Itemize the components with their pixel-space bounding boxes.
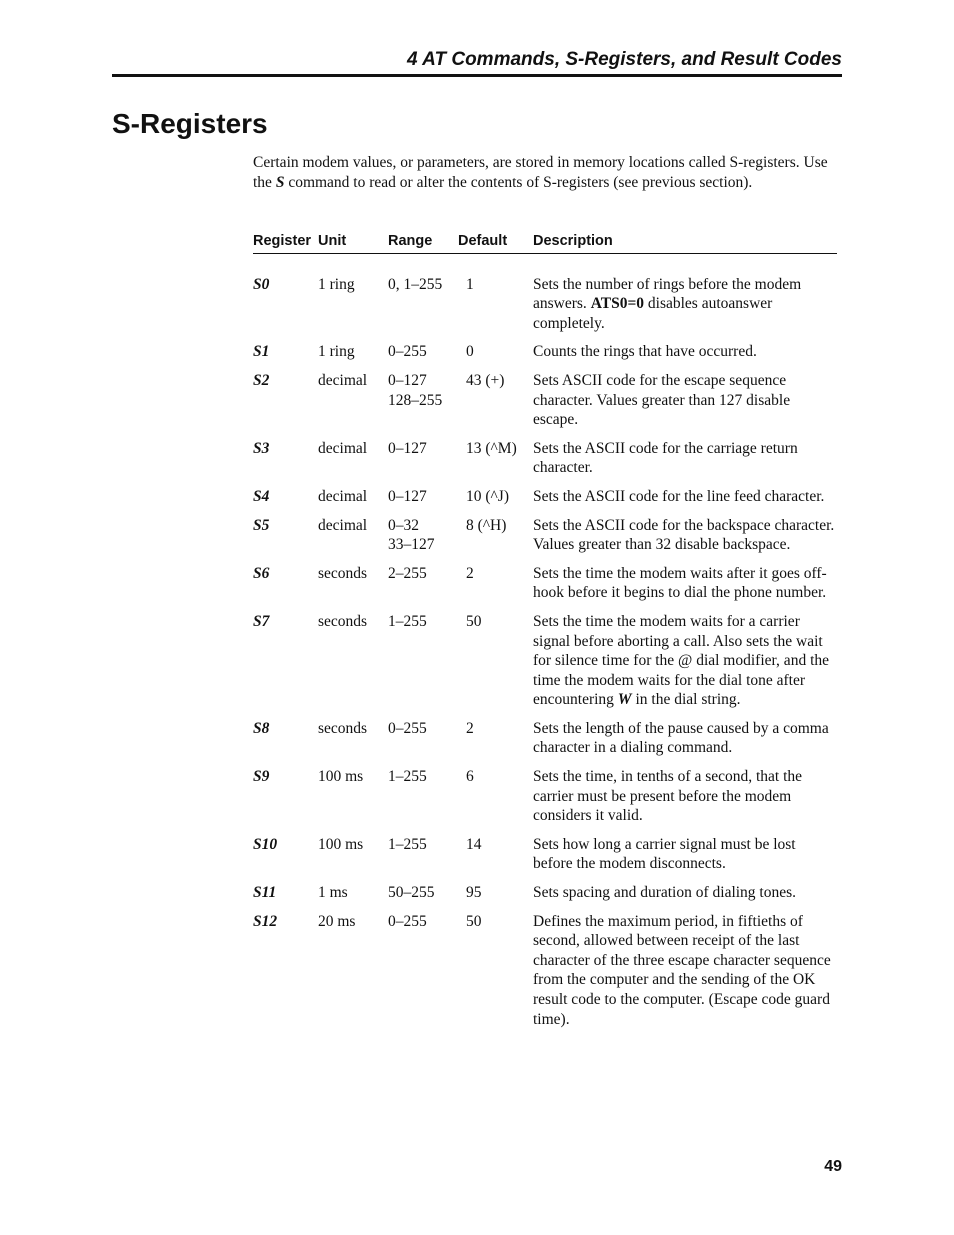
unit-cell: seconds [318,612,368,630]
description-text-after: disables autoanswer completely. [533,295,773,332]
default-cell: 43 (+) [466,371,505,389]
description-text: Counts the rings that have occurred. [533,343,757,361]
table-row [253,835,837,883]
range-cell [388,767,458,835]
description-text: Sets ASCII code for the escape sequence character. Values greater than 127 disable escape. [533,371,791,429]
table-row [253,612,837,719]
s-register-table [253,230,837,1038]
column-header-unit: Unit [318,230,388,253]
unit-cell: seconds [318,719,368,737]
register-cell: S1 [253,343,270,361]
column-header-default: Default [458,230,533,253]
description-cell [533,612,837,719]
unit-cell: 100 ms [318,835,364,853]
description-text: Sets the ASCII code for the backspace character. Values greater than 32 disable backspace. [533,516,835,554]
range-cell [388,487,458,516]
default-cell: 14 [466,835,482,853]
description-text: Sets the number of rings before the modem answers. [533,275,802,313]
range-value: 1–255 [388,768,427,786]
unit-cell: 20 ms [318,912,356,930]
range-cell [388,371,458,439]
description-cell [533,883,837,912]
description-dial-modifier: W [617,691,632,709]
default-cell: 8 (^H) [466,516,507,534]
range-cell [388,912,458,1039]
register-cell: S6 [253,564,270,582]
range-cell [388,564,458,612]
default-cell: 2 [466,564,474,582]
range-cell [388,883,458,912]
table-row [253,516,837,564]
range-value: 0, 1–255 [388,275,443,293]
description-text: Sets the ASCII code for the line feed character. [533,487,825,505]
table-row [253,767,837,835]
description-text: Sets the length of the pause caused by a comma character in a dialing command. [533,719,829,757]
unit-cell: 1 ring [318,275,355,293]
table-row [253,439,837,487]
range-value: 0–127 [388,439,427,457]
range-cell [388,835,458,883]
default-cell: 0 [466,343,474,361]
unit-cell: 100 ms [318,768,364,786]
default-cell: 50 [466,612,482,630]
description-text: Defines the maximum period, in fiftieths of second, allowed between receipt of the last character of the three escape character sequence from the computer and the sending of the OK result code to the computer. (Escape code guard time). [533,912,831,1028]
range-cell [388,253,458,342]
range-value: 0–127 [388,487,427,505]
intro-paragraph [253,153,833,192]
description-cell [533,516,837,564]
default-cell: 95 [466,884,482,902]
range-value-secondary: 33–127 [388,536,435,554]
intro-text-before: Certain modem values, or parameters, are stored in memory locations called S-registers. Use the [253,154,828,191]
range-value: 0–255 [388,343,427,361]
table-body [253,253,837,1038]
range-value-secondary: 128–255 [388,391,443,409]
range-value: 0–32 [388,516,419,534]
running-head: 4 AT Commands, S-Registers, and Result Codes [407,49,842,70]
range-value: 2–255 [388,564,427,582]
range-value: 50–255 [388,884,435,902]
default-cell: 50 [466,912,482,930]
default-cell: 13 (^M) [466,439,517,457]
description-text: Sets the time the modem waits for a carrier signal before aborting a call. Also sets the wait for silence time for the @ dial modifier, and the time the modem waits for the dial tone after encountering [533,612,829,709]
description-cell [533,719,837,767]
default-cell: 6 [466,768,474,786]
description-text: Sets the time, in tenths of a second, that the carrier must be present before the modem considers it valid. [533,768,803,825]
register-cell: S9 [253,768,270,786]
range-cell [388,612,458,719]
description-cell [533,487,837,516]
range-value: 1–255 [388,835,427,853]
table-row [253,371,837,439]
table-row [253,883,837,912]
table-row [253,253,837,342]
table-header-row [253,230,837,253]
description-cell [533,371,837,439]
column-header-range: Range [388,230,458,253]
default-cell: 1 [466,275,474,293]
description-cell [533,342,837,371]
description-text: Sets the ASCII code for the carriage return character. [533,439,798,477]
register-cell: S5 [253,516,270,534]
register-cell: S4 [253,487,270,505]
range-value: 0–255 [388,912,427,930]
description-cell [533,564,837,612]
range-cell [388,516,458,564]
unit-cell: decimal [318,487,368,505]
default-cell: 10 (^J) [466,487,510,505]
range-cell [388,342,458,371]
header-rule [112,74,842,77]
unit-cell: 1 ms [318,884,348,902]
description-cell [533,253,837,342]
register-cell: S2 [253,371,270,389]
description-command: ATS0=0 [590,295,645,313]
table-row [253,912,837,1039]
description-cell [533,835,837,883]
register-cell: S7 [253,612,270,630]
unit-cell: decimal [318,516,368,534]
description-text-after: in the dial string. [631,691,741,709]
register-cell: S0 [253,275,270,293]
register-cell: S8 [253,719,270,737]
register-cell: S3 [253,439,270,457]
description-text: Sets the time the modem waits after it goes off-hook before it begins to dial the phone number. [533,564,827,602]
description-cell [533,912,837,1039]
table-row [253,564,837,612]
unit-cell: decimal [318,371,368,389]
table-row [253,719,837,767]
range-cell [388,439,458,487]
register-cell: S10 [253,835,278,853]
description-text: Sets spacing and duration of dialing tones. [533,884,797,902]
description-text: Sets how long a carrier signal must be lost before the modem disconnects. [533,835,796,873]
range-value: 0–127 [388,371,427,389]
page-number: 49 [824,1158,842,1175]
default-cell: 2 [466,719,474,737]
column-header-register: Register [253,230,318,253]
unit-cell: 1 ring [318,343,355,361]
intro-text-after: command to read or alter the contents of S-registers (see previous section). [284,173,753,191]
unit-cell: seconds [318,564,368,582]
register-cell: S11 [253,884,277,902]
unit-cell: decimal [318,439,368,457]
intro-command: S [275,173,285,191]
range-value: 1–255 [388,612,427,630]
register-cell: S12 [253,912,278,930]
table-row [253,342,837,371]
range-value: 0–255 [388,719,427,737]
description-cell [533,439,837,487]
range-cell [388,719,458,767]
description-cell [533,767,837,835]
table-row [253,487,837,516]
page-title: S-Registers [112,108,268,139]
column-header-description: Description [533,230,837,253]
